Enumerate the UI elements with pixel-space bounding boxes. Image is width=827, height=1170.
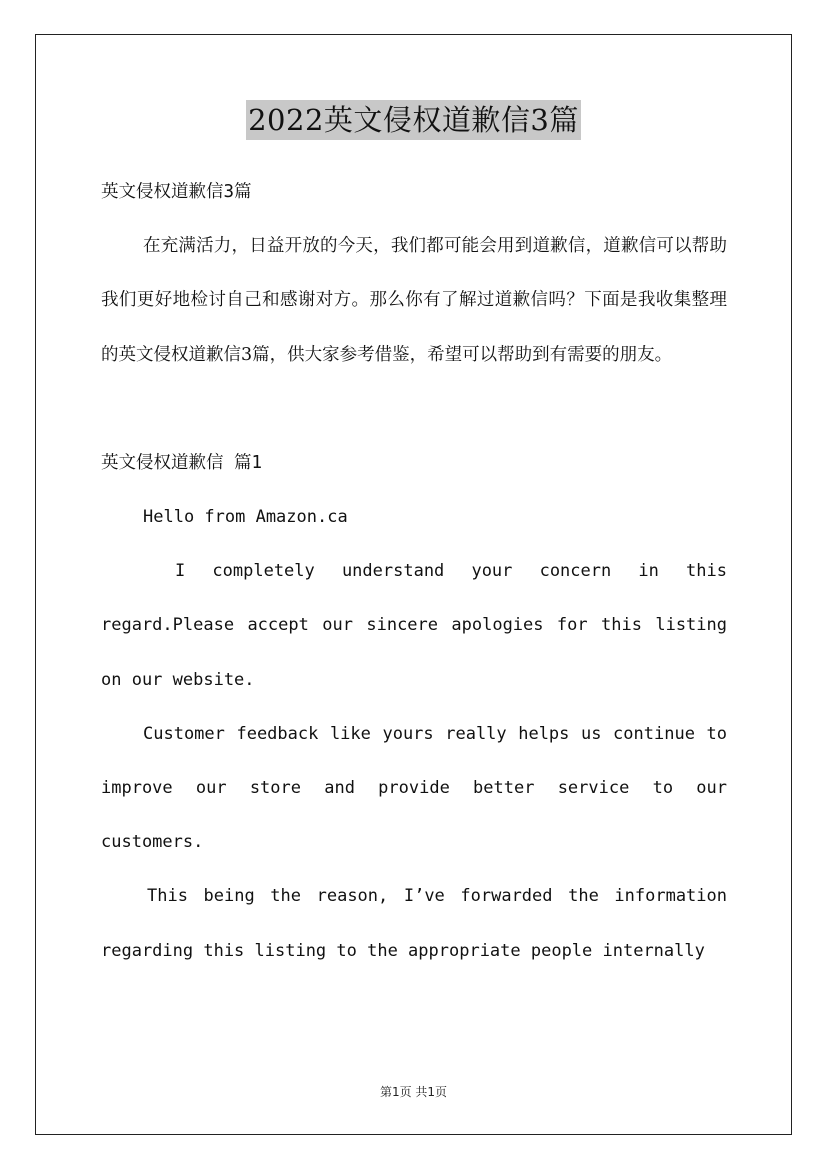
section-heading: 英文侵权道歉信 篇1 xyxy=(101,452,263,473)
page-footer: 第1页 共1页 xyxy=(379,1085,448,1099)
intro-paragraph: 在充满活力，日益开放的今天，我们都可能会用到道歉信，道歉信可以帮助我们更好地检讨自己和感谢对方。那么你有了解过道歉信吗？下面是我收集整理的英文侵权道歉信3篇，供大家参考借鉴，希望可以帮助到有需要的朋友。 xyxy=(101,236,727,365)
greeting-paragraph: Hello from Amazon.ca xyxy=(143,507,348,528)
document-title: 2022英文侵权道歉信3篇 xyxy=(246,100,581,140)
body-paragraph: I completely understand your concern in this regard.Please accept our sincere apologies for this listing on our website. xyxy=(101,561,727,690)
body-paragraph: This being the reason, I’ve forwarded the information regarding this listing to the appropriate people internally xyxy=(101,886,727,961)
document-subtitle: 英文侵权道歉信3篇 xyxy=(101,182,252,202)
section-spacer xyxy=(101,382,727,436)
document-body xyxy=(101,165,727,978)
title-container xyxy=(0,100,827,140)
body-paragraph: Customer feedback like yours really helps us continue to improve our store and provide better service to our customers. xyxy=(101,723,727,853)
